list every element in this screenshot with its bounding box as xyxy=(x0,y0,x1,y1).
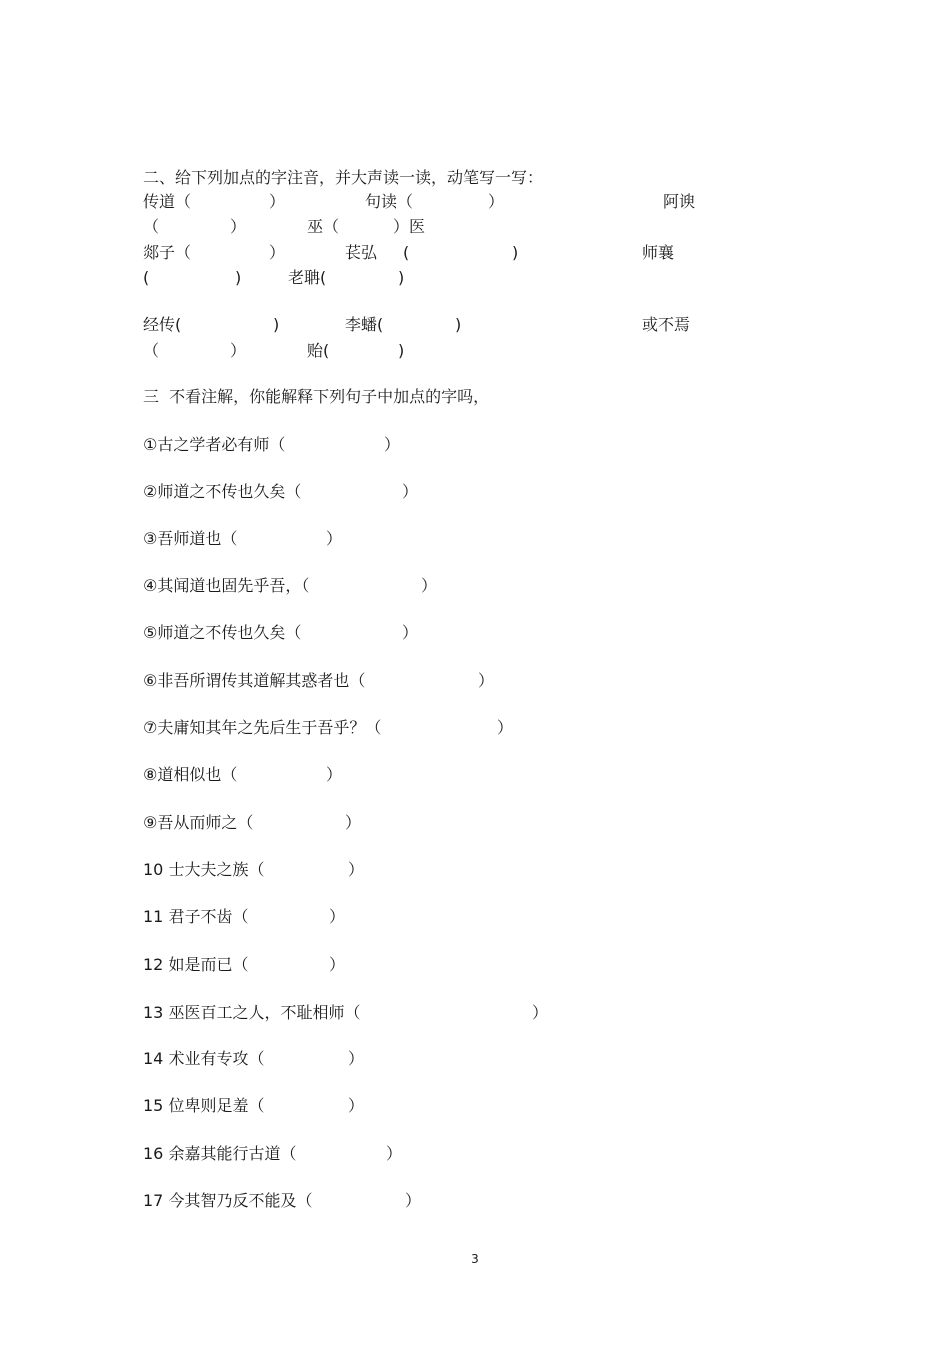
question-item-close: ） xyxy=(348,1096,365,1115)
question-item-close: ） xyxy=(329,907,346,926)
item-wuyi-close: ）医 xyxy=(393,217,426,236)
question-item-close: ） xyxy=(532,1003,549,1022)
question-item: 12 如是而已（ xyxy=(143,955,249,974)
question-item-close: ） xyxy=(345,813,362,832)
question-item-close: ） xyxy=(384,435,401,454)
item-shixiang-close: ) xyxy=(235,268,242,287)
question-item-close: ） xyxy=(405,1191,422,1210)
question-item-close: ） xyxy=(402,623,419,642)
item-eyu: 阿谀 xyxy=(663,192,696,211)
question-item-close: ） xyxy=(478,671,495,690)
question-item: ⑤师道之不传也久矣（ xyxy=(143,623,302,642)
question-item: 11 君子不齿（ xyxy=(143,907,249,926)
item-jingzhuan: 经传( xyxy=(143,315,182,334)
page-number: 3 xyxy=(471,1252,479,1266)
item-huobuyan: 或不焉 xyxy=(642,315,691,334)
item-huobuyan-open: （ xyxy=(143,341,160,360)
item-jingzhuan-close: ) xyxy=(273,315,280,334)
item-eyu-close: ） xyxy=(230,217,247,236)
item-chuandao: 传道（ xyxy=(143,192,192,211)
question-item-close: ） xyxy=(497,718,514,737)
item-yi-close: ) xyxy=(398,341,405,360)
question-item: 14 术业有专攻（ xyxy=(143,1049,265,1068)
item-lipan: 李蟠( xyxy=(345,315,384,334)
item-wuyi: 巫（ xyxy=(307,217,340,236)
item-eyu-open: （ xyxy=(143,217,160,236)
question-item: ⑦夫庸知其年之先后生于吾乎？（ xyxy=(143,718,382,737)
question-item-close: ） xyxy=(329,955,346,974)
question-item-close: ） xyxy=(386,1144,403,1163)
item-shixiang-open: ( xyxy=(143,268,150,287)
question-item: ⑧道相似也（ xyxy=(143,765,238,784)
section2-heading: 二、给下列加点的字注音，并大声读一读，动笔写一写： xyxy=(143,168,544,187)
question-item-close: ） xyxy=(421,576,438,595)
question-item: 10 士大夫之族（ xyxy=(143,860,265,879)
item-judou: 句读（ xyxy=(365,192,414,211)
question-item-close: ） xyxy=(402,482,419,501)
item-chuandao-close: ） xyxy=(269,192,286,211)
question-item-close: ） xyxy=(326,529,343,548)
question-item: ⑥非吾所谓传其道解其惑者也（ xyxy=(143,671,366,690)
question-item-close: ） xyxy=(348,1049,365,1068)
item-shixiang: 师襄 xyxy=(642,243,675,262)
item-changhong-open: ( xyxy=(403,243,410,262)
item-judou-close: ） xyxy=(488,192,505,211)
item-yi: 贻( xyxy=(307,341,330,360)
item-changhong: 苌弘 xyxy=(345,243,378,262)
item-lipan-close: ) xyxy=(455,315,462,334)
question-item: ④其闻道也固先乎吾，（ xyxy=(143,576,310,595)
question-item: 17 今其智乃反不能及（ xyxy=(143,1191,313,1210)
question-item: 16 余嘉其能行古道（ xyxy=(143,1144,297,1163)
question-item: ①古之学者必有师（ xyxy=(143,435,286,454)
question-item: 13 巫医百工之人，不耻相师（ xyxy=(143,1003,361,1022)
item-changhong-close: ) xyxy=(512,243,519,262)
question-item-close: ） xyxy=(326,765,343,784)
section3-heading: 三 不看注解，你能解释下列句子中加点的字吗， xyxy=(143,387,490,406)
question-item: ⑨吾从而师之（ xyxy=(143,813,254,832)
question-item: 15 位卑则足羞（ xyxy=(143,1096,265,1115)
item-tanzi: 郯子（ xyxy=(143,243,192,262)
question-item: ③吾师道也（ xyxy=(143,529,238,548)
question-item: ②师道之不传也久矣（ xyxy=(143,482,302,501)
item-laodan: 老聃( xyxy=(288,268,327,287)
item-tanzi-close: ） xyxy=(269,243,286,262)
item-laodan-close: ) xyxy=(398,268,405,287)
question-item-close: ） xyxy=(348,860,365,879)
item-huobuyan-close: ） xyxy=(230,341,247,360)
